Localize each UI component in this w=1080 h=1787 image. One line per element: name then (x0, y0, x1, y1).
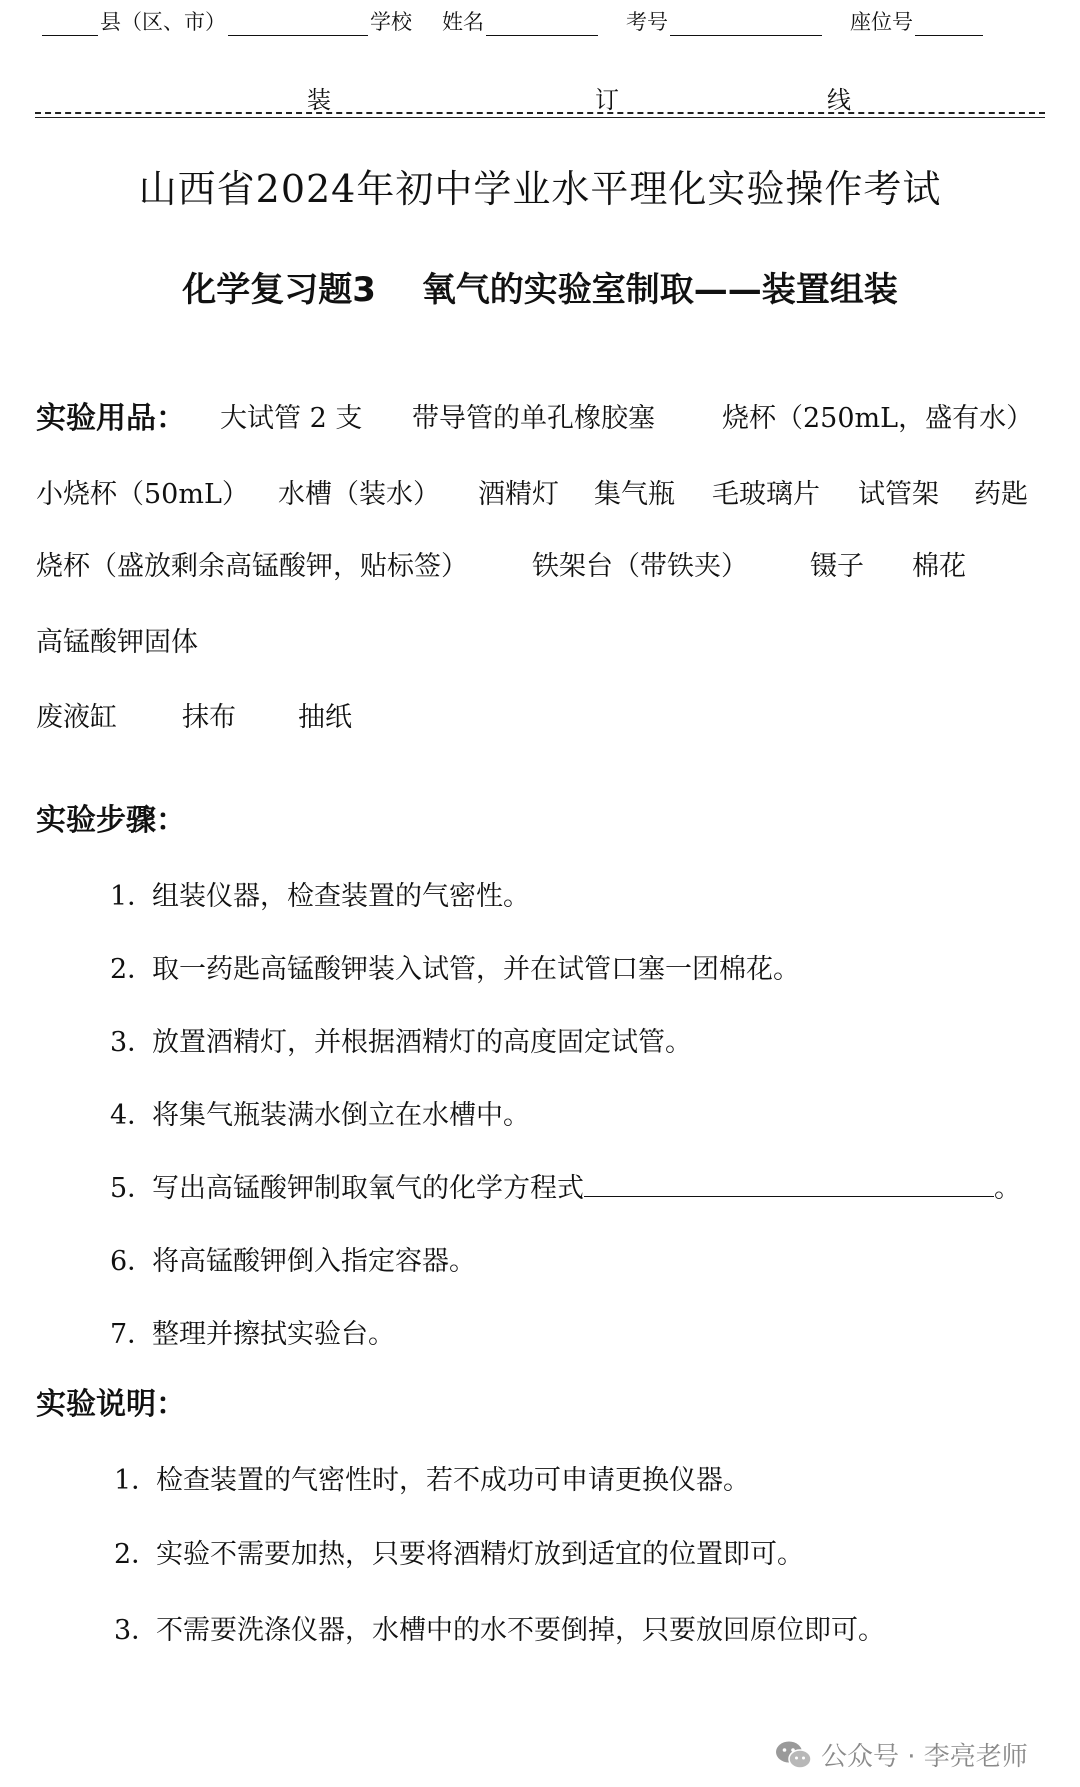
material-item: 镊子 (810, 551, 864, 582)
step-text: 将集气瓶装满水倒立在水槽中。 (152, 1100, 530, 1131)
step-item (110, 1020, 692, 1059)
step-number: 2． (110, 954, 155, 985)
note-text: 不需要洗涤仪器，水槽中的水不要倒掉，只要放回原位即可。 (156, 1615, 885, 1646)
binding-char: 线 (827, 86, 851, 114)
note-number: 2． (114, 1539, 159, 1570)
page-title: 山西省2024年初中学业水平理化实验操作考试 (138, 167, 942, 211)
seat-blank[interactable] (915, 13, 983, 36)
step-item (110, 1093, 530, 1132)
watermark-text: 公众号 · 李亮老师 (821, 1742, 1028, 1772)
note-item (114, 1532, 804, 1571)
material-item: 毛玻璃片 (712, 479, 820, 510)
steps-heading: 实验步骤： (36, 803, 186, 838)
school-label: 学校 (370, 10, 412, 34)
materials-row-4 (0, 620, 1080, 660)
material-item: 集气瓶 (594, 479, 675, 510)
county-label: 县（区、市） (100, 10, 226, 34)
step-text: 取一药匙高锰酸钾装入试管，并在试管口塞一团棉花。 (152, 954, 800, 985)
county-blank[interactable] (42, 13, 98, 36)
material-item: 水槽（装水） (278, 479, 440, 510)
material-item: 废液缸 (36, 702, 117, 733)
step-number: 4． (110, 1100, 155, 1131)
step-item (110, 874, 530, 913)
materials-heading: 实验用品： (36, 401, 186, 436)
material-item: 抹布 (182, 702, 236, 733)
material-item: 酒精灯 (478, 479, 559, 510)
note-text: 实验不需要加热，只要将酒精灯放到适宜的位置即可。 (156, 1539, 804, 1570)
material-item: 大试管 2 支 (220, 403, 363, 434)
step-text: 整理并擦拭实验台。 (152, 1319, 395, 1350)
material-item: 烧杯（250mL，盛有水） (722, 403, 1034, 434)
step-number: 6． (110, 1246, 155, 1277)
name-blank[interactable] (486, 13, 598, 36)
seat-label: 座位号 (850, 10, 913, 34)
step-item (110, 1239, 476, 1278)
watermark (775, 1736, 1028, 1773)
notes-heading: 实验说明： (36, 1387, 186, 1422)
binding-line-labels (35, 80, 1045, 120)
materials-row-2 (0, 472, 1080, 512)
step-text: 写出高锰酸钾制取氧气的化学方程式 (152, 1173, 584, 1204)
student-info-line (42, 6, 1042, 36)
wechat-icon (775, 1740, 813, 1770)
material-item: 抽纸 (298, 702, 352, 733)
step-text: 将高锰酸钾倒入指定容器。 (152, 1246, 476, 1277)
step-number: 1． (110, 881, 155, 912)
materials-row-3 (0, 544, 1080, 584)
binding-char: 订 (595, 86, 619, 114)
binding-char: 装 (307, 86, 331, 114)
school-blank[interactable] (228, 13, 368, 36)
step-tail: 。 (994, 1173, 1021, 1204)
step-item (110, 947, 800, 986)
step-item (110, 1166, 1021, 1205)
step-text: 放置酒精灯，并根据酒精灯的高度固定试管。 (152, 1027, 692, 1058)
binding-solid-rule (35, 117, 1045, 118)
step-number: 7． (110, 1319, 155, 1350)
material-item: 药匙 (974, 479, 1028, 510)
step-item (110, 1312, 395, 1351)
step-text: 组装仪器，检查装置的气密性。 (152, 881, 530, 912)
binding-dashed-rule (35, 112, 1045, 114)
note-text: 检查装置的气密性时，若不成功可申请更换仪器。 (156, 1465, 750, 1496)
material-item: 烧杯（盛放剩余高锰酸钾，贴标签） (36, 551, 468, 582)
note-item (114, 1608, 885, 1647)
material-item: 带导管的单孔橡胶塞 (412, 403, 655, 434)
step-number: 5． (110, 1173, 155, 1204)
page-subtitle: 化学复习题3 氧气的实验室制取——装置组装 (182, 270, 898, 310)
exam-no-blank[interactable] (670, 13, 822, 36)
exam-no-label: 考号 (626, 10, 668, 34)
note-item (114, 1458, 750, 1497)
name-label: 姓名 (442, 10, 484, 34)
material-item: 试管架 (858, 479, 939, 510)
note-number: 1． (114, 1465, 159, 1496)
equation-answer-blank[interactable] (584, 1170, 994, 1197)
material-item: 高锰酸钾固体 (36, 627, 198, 658)
note-number: 3． (114, 1615, 159, 1646)
step-number: 3． (110, 1027, 155, 1058)
material-item: 棉花 (912, 551, 966, 582)
materials-row-1 (0, 396, 1080, 436)
material-item: 小烧杯（50mL） (36, 479, 249, 510)
material-item: 铁架台（带铁夹） (532, 551, 748, 582)
materials-row-5 (0, 695, 1080, 735)
